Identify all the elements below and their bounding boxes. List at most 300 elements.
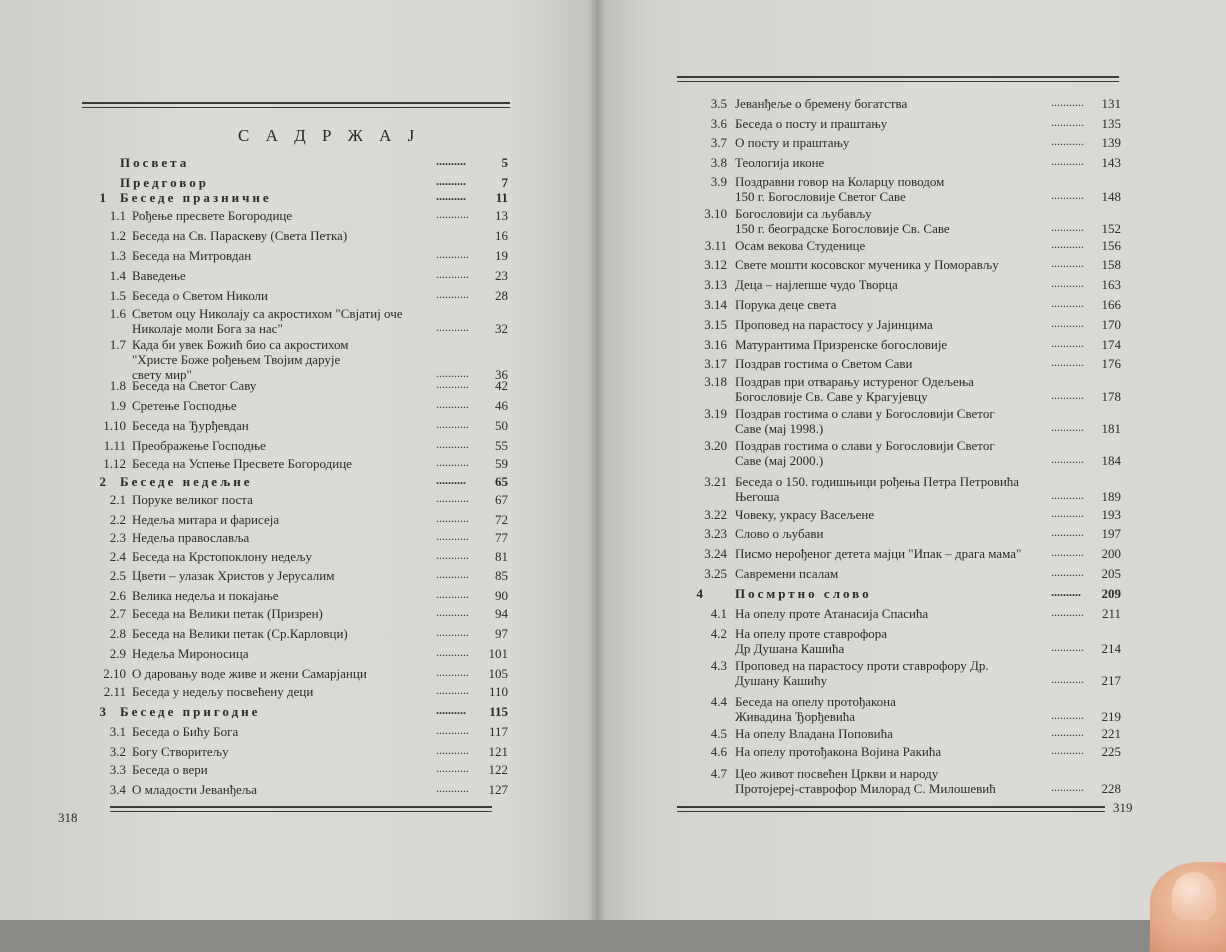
entry-leader-dots: ........... xyxy=(1051,237,1084,251)
right-toc-entry xyxy=(597,438,1137,470)
entry-number: 1.9 xyxy=(109,398,126,413)
entry-title: Порука деце света xyxy=(735,297,837,312)
entry-title: Када би увек Божић био са акростихом xyxy=(132,337,349,352)
right-toc-entry xyxy=(597,174,1137,206)
right-toc-entry xyxy=(597,206,1137,238)
left-toc-entry xyxy=(0,666,560,683)
entry-page-number: 211 xyxy=(1101,606,1121,621)
entry-number: 4.1 xyxy=(710,606,727,621)
entry-leader-dots: ........... xyxy=(1051,95,1084,109)
entry-page-number: 205 xyxy=(1101,566,1121,581)
entry-title: Преображење Господње xyxy=(132,438,266,453)
entry-title: Беседа на опелу протођакона xyxy=(735,694,896,709)
entry-page-number: 16 xyxy=(495,228,508,243)
entry-number: 3.16 xyxy=(704,337,727,352)
entry-page-number: 131 xyxy=(1101,96,1121,111)
entry-page-number: 101 xyxy=(488,646,508,661)
right-toc-entry xyxy=(597,155,1137,172)
entry-page-number: 178 xyxy=(1101,389,1121,404)
top-rule-right xyxy=(677,76,1119,82)
entry-leader-dots: ........... xyxy=(1051,296,1084,310)
entry-page-number: 158 xyxy=(1101,257,1121,272)
left-toc-entry xyxy=(0,456,560,473)
entry-page-number: 90 xyxy=(495,588,508,603)
entry-page-number: 28 xyxy=(495,288,508,303)
right-toc-entry xyxy=(597,277,1137,294)
entry-title: Слово о љубави xyxy=(735,526,824,541)
entry-number: 3.12 xyxy=(704,257,727,272)
entry-leader-dots: ........... xyxy=(1051,565,1084,579)
entry-page-number: 174 xyxy=(1101,337,1121,352)
entry-number: 1 xyxy=(99,190,106,205)
right-toc-entry xyxy=(597,257,1137,274)
entry-leader-dots: ........... xyxy=(1051,708,1084,722)
entry-page-number: 77 xyxy=(495,530,508,545)
entry-number: 1.7 xyxy=(109,337,126,352)
left-toc-entry xyxy=(0,474,560,491)
entry-title: Саве (мај 2000.) xyxy=(735,453,824,468)
entry-number: 2.6 xyxy=(109,588,126,603)
entry-title: На опелу проте Атанасија Спасића xyxy=(735,606,929,621)
entry-number: 1.11 xyxy=(103,438,126,453)
entry-title: Беседа о вери xyxy=(132,762,208,777)
entry-page-number: 135 xyxy=(1101,116,1121,131)
entry-number: 3.17 xyxy=(704,356,727,371)
entry-title: Недеља Мироносица xyxy=(132,646,249,661)
entry-title: Беседа на Светог Саву xyxy=(132,378,257,393)
right-toc-entry xyxy=(597,135,1137,152)
entry-number: 1.4 xyxy=(109,268,126,283)
entry-leader-dots: ........... xyxy=(436,529,469,543)
left-toc-entry xyxy=(0,155,560,172)
left-toc-entry xyxy=(0,398,560,415)
entry-leader-dots: ........... xyxy=(436,723,469,737)
entry-number: 3.5 xyxy=(710,96,727,111)
entry-number: 2.9 xyxy=(109,646,126,661)
entry-number: 3.19 xyxy=(704,406,727,421)
entry-number: 3.3 xyxy=(109,762,126,777)
entry-leader-dots: ........... xyxy=(1051,452,1084,466)
entry-leader-dots: ........... xyxy=(1051,388,1084,402)
entry-page-number: 127 xyxy=(488,782,508,797)
entry-page-number: 7 xyxy=(501,175,508,190)
entry-leader-dots: ........... xyxy=(1051,188,1084,202)
entry-leader-dots: .......... xyxy=(436,154,466,168)
entry-page-number: 166 xyxy=(1101,297,1121,312)
left-toc-entry xyxy=(0,744,560,761)
entry-number: 3.25 xyxy=(704,566,727,581)
entry-title: Беседа на Св. Параскеву (Света Петка) xyxy=(132,228,348,243)
entry-title: "Христе Боже рођењем Твојим дарује xyxy=(132,352,341,367)
entry-number: 3.15 xyxy=(704,317,727,332)
entry-title: Матурантима Призренске богословије xyxy=(735,337,948,352)
entry-number: 3.1 xyxy=(109,724,126,739)
entry-page-number: 156 xyxy=(1101,238,1121,253)
entry-page-number: 46 xyxy=(495,398,508,413)
right-toc-entry xyxy=(597,586,1137,603)
entry-title: Цео живот посвећен Цркви и народу xyxy=(735,766,939,781)
right-toc-entry xyxy=(597,626,1137,658)
entry-leader-dots: ........... xyxy=(1051,780,1084,794)
entry-leader-dots: ........... xyxy=(1051,154,1084,168)
entry-page-number: 85 xyxy=(495,568,508,583)
entry-title: Осам векова Студенице xyxy=(735,238,866,253)
entry-title: Посвета xyxy=(120,155,190,170)
entry-leader-dots: ........... xyxy=(436,247,469,261)
entry-title: Беседа на Ђурђевдан xyxy=(132,418,249,433)
entry-leader-dots: .......... xyxy=(436,703,466,717)
entry-leader-dots: ........... xyxy=(436,567,469,581)
right-toc-entry xyxy=(597,744,1137,761)
entry-title: Беседа о 150. годишњици рођења Петра Петровића xyxy=(735,474,1020,489)
entry-title: На опелу протођакона Војина Ракића xyxy=(735,744,942,759)
entry-number: 3.13 xyxy=(704,277,727,292)
entry-page-number: 225 xyxy=(1101,744,1121,759)
thumbnail xyxy=(1172,872,1216,920)
entry-number: 2.2 xyxy=(109,512,126,527)
left-page xyxy=(0,0,597,920)
entry-number: 3.4 xyxy=(109,782,126,797)
entry-title: Поздрав гостима о слави у Богословији Светог xyxy=(735,406,995,421)
left-toc-entry xyxy=(0,438,560,455)
entry-title: Свете мошти косовског мученика у Поморављу xyxy=(735,257,999,272)
entry-title: Богословији са љубављу xyxy=(735,206,872,221)
entry-page-number: 209 xyxy=(1101,586,1121,601)
entry-title: Богословије Св. Саве у Крагујевцу xyxy=(735,389,928,404)
entry-number: 1.3 xyxy=(109,248,126,263)
entry-title: Беседа на Велики петак (Призрен) xyxy=(132,606,323,621)
entry-leader-dots: ........... xyxy=(1051,506,1084,520)
entry-page-number: 117 xyxy=(488,724,508,739)
entry-leader-dots: ........... xyxy=(1051,220,1084,234)
entry-number: 1.10 xyxy=(103,418,126,433)
entry-leader-dots: ........... xyxy=(436,320,469,334)
entry-title: 150 г. београдске Богословије Св. Саве xyxy=(735,221,950,236)
entry-leader-dots: ........... xyxy=(1051,605,1084,619)
right-toc-entry xyxy=(597,526,1137,543)
entry-title: Посмртно слово xyxy=(735,586,872,601)
entry-page-number: 19 xyxy=(495,248,508,263)
entry-leader-dots: ........... xyxy=(436,665,469,679)
left-page-number: 318 xyxy=(58,810,78,825)
entry-leader-dots: ........... xyxy=(436,605,469,619)
entry-page-number: 81 xyxy=(495,549,508,564)
entry-title: Деца – најлепше чудо Творца xyxy=(735,277,898,292)
entry-page-number: 65 xyxy=(495,474,508,489)
entry-page-number: 184 xyxy=(1101,453,1121,468)
entry-number: 3.20 xyxy=(704,438,727,453)
entry-leader-dots: ........... xyxy=(436,417,469,431)
entry-title: Писмо нерођеног детета мајци "Ипак – драга мама" xyxy=(735,546,1022,561)
entry-number: 3.23 xyxy=(704,526,727,541)
left-toc-entry xyxy=(0,208,560,225)
toc-title: С А Д Р Ж А Ј xyxy=(238,126,421,145)
entry-title: Беседа на Велики петак (Ср.Карловци) xyxy=(132,626,348,641)
entry-number: 1.8 xyxy=(109,378,126,393)
entry-number: 4 xyxy=(696,586,703,601)
entry-leader-dots: ........... xyxy=(436,761,469,775)
left-toc-entry xyxy=(0,549,560,566)
entry-page-number: 217 xyxy=(1101,673,1121,688)
entry-title: Беседа у недељу посвећену деци xyxy=(132,684,314,699)
entry-leader-dots: ........... xyxy=(436,287,469,301)
entry-leader-dots: ........... xyxy=(1051,672,1084,686)
entry-number: 3.14 xyxy=(704,297,727,312)
right-toc-entry xyxy=(597,337,1137,354)
entry-number: 2.5 xyxy=(109,568,126,583)
entry-title: Душану Кашићу xyxy=(735,673,828,688)
entry-number: 3.11 xyxy=(704,238,727,253)
entry-number: 3.7 xyxy=(710,135,727,150)
left-toc-entry xyxy=(0,190,560,207)
entry-page-number: 32 xyxy=(495,321,508,336)
entry-number: 2 xyxy=(99,474,106,489)
entry-title: Поздравни говор на Коларцу поводом xyxy=(735,174,945,189)
entry-number: 3.10 xyxy=(704,206,727,221)
entry-number: 2.1 xyxy=(109,492,126,507)
left-toc-entry xyxy=(0,684,560,701)
left-toc-entry xyxy=(0,626,560,643)
entry-leader-dots: ........... xyxy=(436,377,469,391)
entry-number: 3.2 xyxy=(109,744,126,759)
entry-number: 3.24 xyxy=(704,546,727,561)
entry-title: Човеку, украсу Васељене xyxy=(735,507,875,522)
entry-title: 150 г. Богословије Светог Саве xyxy=(735,189,906,204)
entry-title: О посту и праштању xyxy=(735,135,850,150)
entry-page-number: 23 xyxy=(495,268,508,283)
top-rule-left xyxy=(82,102,510,108)
entry-number: 4.5 xyxy=(710,726,727,741)
entry-title: О младости Јеванђеља xyxy=(132,782,258,797)
right-toc-entry xyxy=(597,356,1137,373)
entry-title: Николаје моли Бога за нас" xyxy=(132,321,283,336)
entry-leader-dots: ........... xyxy=(1051,276,1084,290)
right-toc-entry xyxy=(597,694,1137,726)
entry-page-number: 110 xyxy=(488,684,508,699)
entry-title: Ваведење xyxy=(132,268,186,283)
entry-page-number: 214 xyxy=(1101,641,1121,656)
entry-leader-dots: ........... xyxy=(436,781,469,795)
entry-title: Богу Створитељу xyxy=(132,744,229,759)
entry-leader-dots: ........... xyxy=(436,683,469,697)
entry-title: Др Душана Кашића xyxy=(735,641,845,656)
entry-title: Беседе празничне xyxy=(120,190,272,205)
entry-number: 2.8 xyxy=(109,626,126,641)
bottom-rule-left xyxy=(110,806,492,812)
entry-leader-dots: ........... xyxy=(436,366,469,380)
entry-leader-dots: ........... xyxy=(436,397,469,411)
entry-leader-dots: ........... xyxy=(1051,640,1084,654)
entry-number: 1.12 xyxy=(103,456,126,471)
left-toc-entry xyxy=(0,762,560,779)
entry-title: Саве (мај 1998.) xyxy=(735,421,824,436)
entry-leader-dots: ........... xyxy=(1051,256,1084,270)
entry-title: На опелу проте ставрофора xyxy=(735,626,888,641)
entry-title: Јеванђеље о бремену богатства xyxy=(735,96,908,111)
entry-page-number: 221 xyxy=(1101,726,1121,741)
entry-title: Беседа на Успење Пресвете Богородице xyxy=(132,456,352,471)
entry-title: Беседа на Митровдан xyxy=(132,248,252,263)
entry-leader-dots: .......... xyxy=(1051,585,1081,599)
entry-page-number: 105 xyxy=(488,666,508,681)
entry-title: Предговор xyxy=(120,175,209,190)
entry-title: Проповед на парастосу проти ставрофору Др. xyxy=(735,658,989,673)
entry-page-number: 219 xyxy=(1101,709,1121,724)
entry-title: Његоша xyxy=(735,489,780,504)
right-toc-entry xyxy=(597,726,1137,743)
left-toc-entry xyxy=(0,782,560,799)
entry-title: Цвети – улазак Христов у Јерусалим xyxy=(132,568,335,583)
entry-leader-dots: ........... xyxy=(436,548,469,562)
entry-number: 1.6 xyxy=(109,306,126,321)
entry-page-number: 121 xyxy=(488,744,508,759)
entry-number: 3.21 xyxy=(704,474,727,489)
right-toc-entry xyxy=(597,116,1137,133)
entry-page-number: 139 xyxy=(1101,135,1121,150)
entry-leader-dots: ........... xyxy=(436,455,469,469)
entry-number: 3.18 xyxy=(704,374,727,389)
left-toc-entry xyxy=(0,606,560,623)
left-toc-entry xyxy=(0,724,560,741)
entry-page-number: 36 xyxy=(495,367,508,382)
entry-leader-dots: ........... xyxy=(1051,355,1084,369)
entry-page-number: 72 xyxy=(495,512,508,527)
entry-title: Беседа о Светом Николи xyxy=(132,288,268,303)
entry-number: 2.10 xyxy=(103,666,126,681)
left-toc-entry xyxy=(0,704,560,721)
entry-leader-dots: ........... xyxy=(1051,115,1084,129)
entry-page-number: 59 xyxy=(495,456,508,471)
entry-page-number: 42 xyxy=(495,378,508,393)
entry-number: 2.7 xyxy=(109,606,126,621)
left-toc-entry xyxy=(0,268,560,285)
right-toc-entry xyxy=(597,238,1137,255)
entry-page-number: 197 xyxy=(1101,526,1121,541)
left-toc-entry xyxy=(0,337,560,384)
entry-title: Савремени псалам xyxy=(735,566,839,581)
entry-leader-dots: ........... xyxy=(436,645,469,659)
entry-leader-dots: ........... xyxy=(436,207,469,221)
entry-leader-dots: ........... xyxy=(436,625,469,639)
entry-page-number: 148 xyxy=(1101,189,1121,204)
left-toc-entry xyxy=(0,306,560,338)
entry-leader-dots: ........... xyxy=(436,511,469,525)
entry-title: Недеља православља xyxy=(132,530,250,545)
entry-number: 4.2 xyxy=(710,626,727,641)
entry-leader-dots: ........... xyxy=(1051,316,1084,330)
entry-page-number: 94 xyxy=(495,606,508,621)
entry-title: Поздрав гостима о Светом Сави xyxy=(735,356,913,371)
entry-page-number: 5 xyxy=(501,155,508,170)
entry-number: 3 xyxy=(99,704,106,719)
entry-number: 2.4 xyxy=(109,549,126,564)
entry-number: 4.6 xyxy=(710,744,727,759)
entry-number: 3.9 xyxy=(710,174,727,189)
entry-title: Беседе пригодне xyxy=(120,704,261,719)
left-toc-entry xyxy=(0,228,560,245)
entry-number: 1.1 xyxy=(109,208,126,223)
bottom-rule-right xyxy=(677,806,1105,812)
right-toc-entry xyxy=(597,406,1137,438)
entry-title: свету мир" xyxy=(132,367,192,382)
entry-title: Беседе недељне xyxy=(120,474,253,489)
entry-page-number: 50 xyxy=(495,418,508,433)
entry-title: Поруке великог поста xyxy=(132,492,253,507)
entry-page-number: 13 xyxy=(495,208,508,223)
right-toc-entry xyxy=(597,606,1137,623)
entry-leader-dots: ........... xyxy=(1051,420,1084,434)
entry-page-number: 176 xyxy=(1101,356,1121,371)
entry-number: 3.8 xyxy=(710,155,727,170)
entry-number: 2.11 xyxy=(103,684,126,699)
left-toc-entry xyxy=(0,646,560,663)
entry-leader-dots: ........... xyxy=(1051,488,1084,502)
entry-leader-dots: ........... xyxy=(436,491,469,505)
entry-title: Сретење Господње xyxy=(132,398,237,413)
entry-page-number: 143 xyxy=(1101,155,1121,170)
entry-number: 4.3 xyxy=(710,658,727,673)
right-toc-entry xyxy=(597,297,1137,314)
left-toc-entry xyxy=(0,568,560,585)
entry-number: 3.22 xyxy=(704,507,727,522)
entry-number: 4.7 xyxy=(710,766,727,781)
entry-leader-dots: ........... xyxy=(1051,545,1084,559)
entry-title: На опелу Владана Поповића xyxy=(735,726,893,741)
entry-title: Проповед на парастосу у Јајинцима xyxy=(735,317,933,332)
entry-leader-dots: ........... xyxy=(1051,134,1084,148)
entry-title: Живадина Ђорђевића xyxy=(735,709,856,724)
entry-leader-dots: .......... xyxy=(436,174,466,188)
entry-page-number: 181 xyxy=(1101,421,1121,436)
entry-leader-dots: ........... xyxy=(1051,525,1084,539)
book-gutter xyxy=(588,0,606,920)
right-toc-entry xyxy=(597,317,1137,334)
right-toc-entry xyxy=(597,658,1137,690)
left-toc-entry xyxy=(0,512,560,529)
entry-title: Недеља митара и фарисеја xyxy=(132,512,280,527)
right-toc-entry xyxy=(597,766,1137,798)
entry-leader-dots: ........... xyxy=(1051,743,1084,757)
entry-leader-dots: ........... xyxy=(1051,725,1084,739)
entry-number: 3.6 xyxy=(710,116,727,131)
entry-page-number: 228 xyxy=(1101,781,1121,796)
right-toc-entry xyxy=(597,566,1137,583)
entry-page-number: 55 xyxy=(495,438,508,453)
entry-title: Теологија иконе xyxy=(735,155,825,170)
entry-title: Рођење пресвете Богородице xyxy=(132,208,293,223)
entry-title: Поздрав гостима о слави у Богословији Светог xyxy=(735,438,995,453)
entry-page-number: 170 xyxy=(1101,317,1121,332)
entry-title: Протојереј-ставрофор Милорад С. Милошевић xyxy=(735,781,996,796)
entry-page-number: 97 xyxy=(495,626,508,641)
entry-number: 1.2 xyxy=(109,228,126,243)
left-toc-entry xyxy=(0,248,560,265)
entry-page-number: 200 xyxy=(1101,546,1121,561)
right-toc-entry xyxy=(597,546,1137,563)
right-toc-entry xyxy=(597,507,1137,524)
entry-number: 4.4 xyxy=(710,694,727,709)
left-toc-entry xyxy=(0,288,560,305)
entry-page-number: 115 xyxy=(489,704,508,719)
entry-leader-dots: ........... xyxy=(436,267,469,281)
right-toc-entry xyxy=(597,96,1137,113)
entry-leader-dots: .......... xyxy=(436,473,466,487)
left-toc-entry xyxy=(0,588,560,605)
entry-title: Поздрав при отварању истуреног Одељења xyxy=(735,374,974,389)
entry-page-number: 67 xyxy=(495,492,508,507)
right-page-number: 319 xyxy=(1113,800,1133,815)
left-toc-entry xyxy=(0,492,560,509)
